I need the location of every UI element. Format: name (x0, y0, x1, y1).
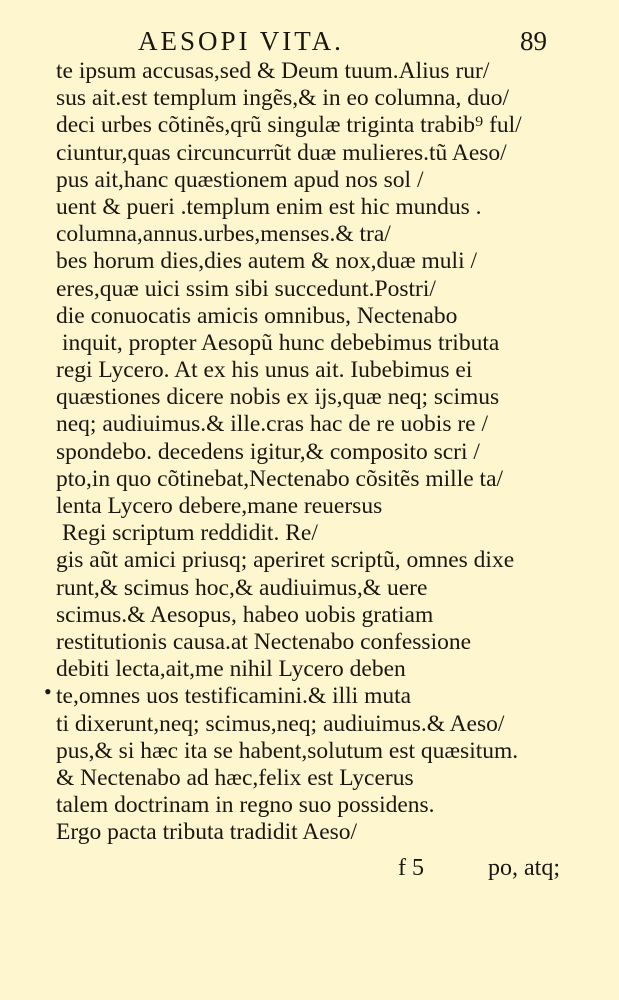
text-line: debiti lecta,ait,me nihil Lycero deben (56, 656, 406, 683)
margin-mark: • (44, 679, 52, 704)
text-line: pus ait,hanc quæstionem apud nos sol / (56, 166, 424, 193)
text-line: columna,annus.urbes,menses.& tra/ (56, 221, 391, 248)
running-title: AESOPI VITA. (138, 26, 344, 56)
page-footer (0, 855, 619, 885)
text-line: die conuocatis amicis omnibus, Nectenabo (56, 302, 458, 329)
page-header (0, 26, 619, 60)
text-line: runt,& scimus hoc,& audiuimus,& uere (56, 574, 428, 601)
text-line: pto,in quo cõtinebat,Nectenabo cõsitẽs mille ta/ (56, 465, 504, 492)
text-line: pus,& si hæc ita se habent,solutum est quæsitum. (56, 737, 519, 764)
text-line: lenta Lycero debere,mane reuersus (56, 493, 383, 519)
text-line: ciuntur,quas circuncurrũt duæ mulieres.tũ Aeso/ (56, 139, 507, 166)
text-line: gis aũt amici priusq; aperiret scriptũ, omnes dixe (56, 547, 515, 574)
text-line: Regi scriptum reddidit. Re/ (62, 520, 318, 547)
text-line: & Nectenabo ad hæc,felix est Lycerus (56, 764, 414, 791)
text-line: regi Lycero. At ex his unus ait. Iubebimus ei (56, 357, 473, 384)
signature-mark: f 5 (398, 855, 424, 881)
text-line: neq; audiuimus.& ille.cras hac de re uobis re / (56, 411, 489, 438)
body-text (56, 58, 576, 846)
text-line: deci urbes cõtinẽs,qrũ singulæ triginta trabib⁹ ful/ (56, 112, 522, 139)
text-line: Ergo pacta tributa tradidit Aeso/ (56, 819, 358, 846)
text-line: bes horum dies,dies autem & nox,duæ muli / (56, 248, 478, 275)
text-line: sus ait.est templum ingẽs,& in eo columna, duo/ (56, 85, 509, 112)
text-line: quæstiones dicere nobis ex ijs,quæ neq; scimus (56, 384, 500, 411)
text-line: te,omnes uos testificamini.& illi muta (56, 683, 412, 710)
text-line: eres,quæ uici ssim sibi succedunt.Postri/ (56, 275, 436, 302)
text-line: uent & pueri .templum enim est hic mundus . (56, 193, 482, 220)
page-number: 89 (520, 26, 547, 56)
text-line: scimus.& Aesopus, habeo uobis gratiam (56, 601, 434, 628)
text-line: restitutionis causa.at Nectenabo confessione (56, 628, 472, 655)
text-line: talem doctrinam in regno suo possidens. (56, 792, 435, 819)
text-line: ti dixerunt,neq; scimus,neq; audiuimus.& Aeso/ (56, 710, 505, 737)
catchword: po, atq; (488, 855, 560, 881)
text-line: spondebo. decedens igitur,& composito scri / (56, 438, 480, 465)
text-line: inquit, propter Aesopũ hunc debebimus tributa (62, 329, 500, 356)
text-line: te ipsum accusas,sed & Deum tuum.Alius rur/ (56, 58, 490, 84)
